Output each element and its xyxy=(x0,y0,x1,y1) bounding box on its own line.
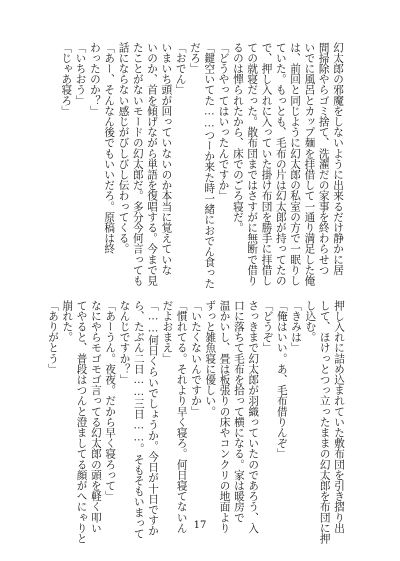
bottom-line: 「きみは」 xyxy=(290,300,303,353)
top-line: いまいち頭が回っていないのか本当に覚えていな xyxy=(160,42,173,276)
bottom-line: なんじですか？」 xyxy=(118,300,131,385)
top-line: 間掃除やらゴミ捨て、洗濯だの家事を終わらせつ xyxy=(317,42,330,276)
bottom-line: 「俺はいい。あ、毛布借りんぞ」 xyxy=(275,300,288,459)
bottom-line: し込む。 xyxy=(304,300,317,343)
top-line: 幻太郎の邪魔をしないように出来るだけ静かに居 xyxy=(332,42,344,276)
bottom-line: 「いたくないんですか」 xyxy=(190,300,202,417)
bottom-line: てやると、普段はつんと澄ましてる顔がへにゃりと xyxy=(75,300,88,544)
bottom-line: だよおまえ」 xyxy=(161,300,174,364)
bottom-line: 口に落ちて毛布を拾って横になる。家は暖房で xyxy=(232,300,245,523)
bottom-line: 「どうぞ」 xyxy=(261,300,274,353)
bottom-line: ら、たぶん二日……三日……。そもそもいまって xyxy=(132,300,145,539)
top-line: ての就寝だった。散布団まではさすがに無断で借り xyxy=(246,42,259,286)
top-line: 「あー、そんなん後でもいいだろ。原稿は終 xyxy=(103,42,116,254)
page-number: 17 xyxy=(193,520,207,531)
bottom-line: 押し入れに詰め込まれていた敷布団を引き摺り出 xyxy=(333,300,345,534)
top-line: たことがないモードの幻太郎だ。多分今何言っても xyxy=(131,42,144,286)
bottom-line: 「慣れてる。それより早く寝ろ。何日寝てないん xyxy=(175,300,188,534)
top-line: 「鍵空いてた……つーか来た時一緒におでん食った xyxy=(203,42,216,289)
top-line: 「おでん」 xyxy=(174,42,187,95)
bottom-line: して、ほけっとつっ立ったままの幻太郎を布団に押 xyxy=(318,300,331,544)
bottom-line: なにやらモゴモゴ言ってる幻太郎の頭を軽く叩い xyxy=(89,300,102,534)
top-line: 話にならない感じがびしびし伝わってくる。 xyxy=(117,42,130,254)
top-line: わったのか？」 xyxy=(88,42,101,117)
bottom-line: 「ありがとう」 xyxy=(47,300,59,375)
bottom-line: さっきまで幻太郎が羽織っていたのであろう、入 xyxy=(247,300,260,534)
top-line: 「いちおう」 xyxy=(74,42,87,106)
bottom-line: 「……何日くらいでしょうか。今日が十日ですか xyxy=(147,300,160,536)
top-line: るのは憚られたから、床でのごろ寝だ。 xyxy=(231,42,244,233)
top-line: いでに風呂とカップ麺を拝借して一通り満足した俺 xyxy=(303,42,316,286)
bottom-line: ずっと雑魚寝に優しい。 xyxy=(204,300,217,417)
bottom-line: 崩れた。 xyxy=(61,300,74,343)
top-line: は、前回と同じように幻太郎の私室の方で一眠りし xyxy=(289,42,302,286)
top-line: で、押し入れに入っていた掛け布団を勝手に拝借し xyxy=(260,42,273,286)
top-line: 「じゃあ寝ろ」 xyxy=(60,42,73,117)
bottom-line: 温かいし、畳は板張りの床やコンクリの地面より xyxy=(218,300,231,534)
bottom-line: 「あーうん。夜夜。だから早く寝ろって」 xyxy=(104,300,117,502)
top-line: いのか、首を傾げながら単語を復唱する。今まで見 xyxy=(146,42,159,286)
top-line: 「どうやってはいったんですか」 xyxy=(217,42,230,201)
top-line: だろ」 xyxy=(189,42,201,74)
top-line: ていた。もっとも、毛布の片は幻太郎が持ってたの xyxy=(274,42,287,286)
